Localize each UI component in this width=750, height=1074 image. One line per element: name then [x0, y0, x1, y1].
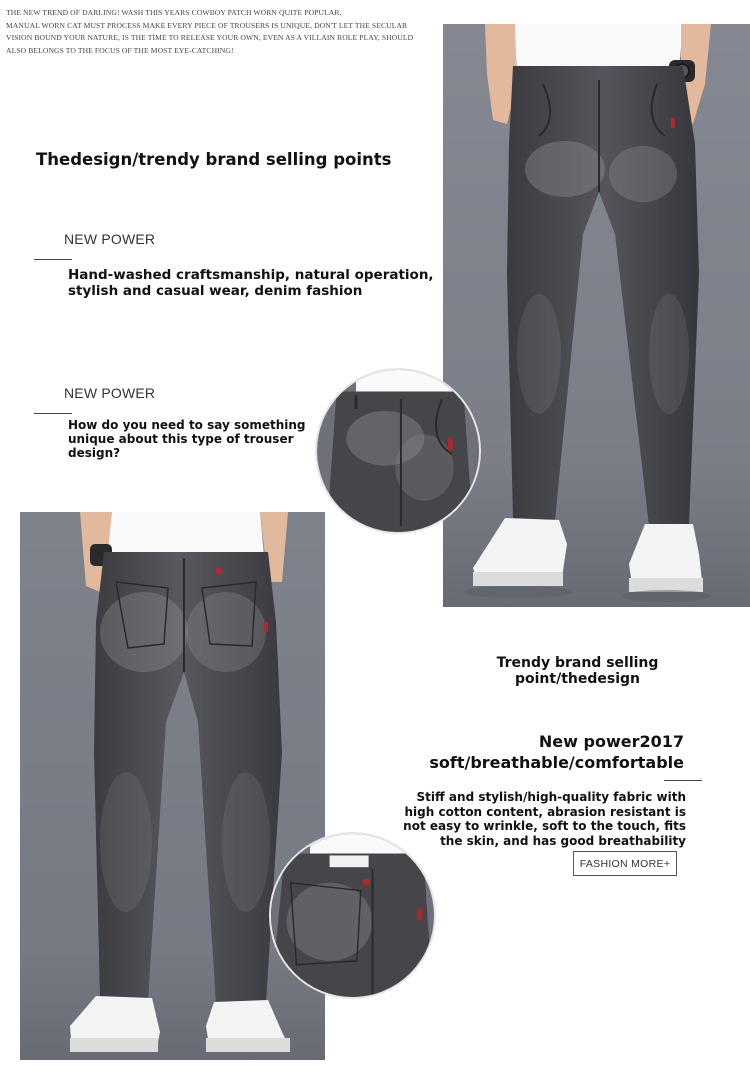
page-heading: Thedesign/trendy brand selling points	[36, 150, 392, 169]
feature-line: stylish and casual wear, denim fashion	[68, 283, 363, 299]
subtitle-line: New power2017	[538, 732, 684, 751]
intro-line: MANUAL WORN CAT MUST PROCESS MAKE EVERY PIECE OF TROUSERS IS UNIQUE, DON'T LET THE SECULAR	[6, 20, 408, 30]
section-title-line: point/thedesign	[514, 671, 640, 687]
subtitle-line: soft/breathable/comfortable	[429, 753, 684, 772]
description-line: the skin, and has good breathability	[440, 833, 686, 848]
intro-line: VISION BOUND YOUR NATURE, IS THE TIME TO RELEASE YOUR OWN, EVEN AS A VILLAIN ROLE PLAY, SHOULD	[6, 33, 414, 42]
back-pocket-detail-photo	[269, 832, 436, 999]
divider	[664, 780, 702, 781]
intro-line: THE NEW TREND OF DARLING! WASH THIS YEARS COWBOY PATCH WORN QUITE POPULAR,	[6, 8, 342, 17]
fabric-description	[386, 790, 686, 848]
feature-line: How do you need to say something	[68, 418, 306, 432]
section-title	[470, 655, 685, 687]
feature-line: design?	[68, 446, 121, 460]
front-pocket-detail-photo	[315, 368, 481, 534]
feature-kicker: NEW POWER	[64, 231, 156, 247]
divider	[34, 259, 72, 260]
jeans-front-photo	[443, 24, 750, 607]
description-line: Stiff and stylish/high-quality fabric with	[416, 790, 686, 804]
intro-paragraph	[6, 7, 446, 57]
feature-description	[68, 418, 306, 460]
section-subtitle	[429, 731, 684, 773]
feature-line: Hand-washed craftsmanship, natural operation,	[68, 267, 434, 283]
description-line: not easy to wrinkle, soft to the touch, fits	[403, 819, 686, 833]
feature-line: unique about this type of trouser	[68, 432, 294, 446]
intro-line: ALSO BELONGS TO THE FOCUS OF THE MOST EYE-CATCHING!	[6, 45, 234, 55]
feature-kicker: NEW POWER	[64, 385, 156, 401]
section-title-line: Trendy brand selling	[496, 655, 659, 671]
feature-description	[68, 267, 434, 299]
fashion-more-button[interactable]: FASHION MORE+	[573, 851, 677, 876]
jeans-back-photo	[20, 512, 325, 1060]
divider	[34, 413, 72, 414]
description-line: high cotton content, abrasion resistant is	[404, 804, 686, 819]
